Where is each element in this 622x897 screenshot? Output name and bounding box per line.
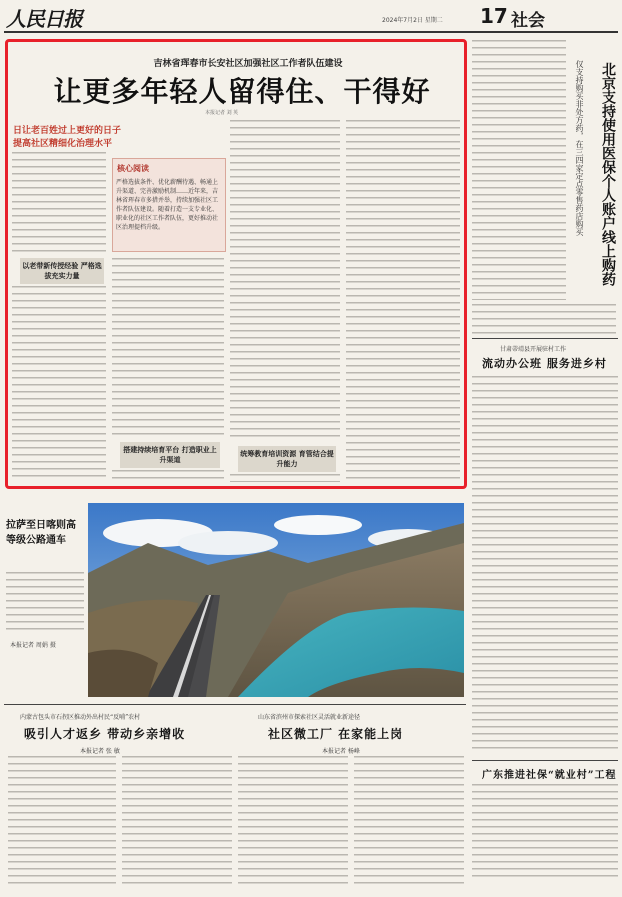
bottom-right-title: 社区微工厂 在家能上岗: [268, 727, 404, 741]
bottom-left-byline: 本报记者 张 敏: [80, 748, 120, 755]
right-text-column-1b: [472, 304, 616, 334]
core-reading-text: 严格选拔条件、优化薪酬待遇、畅通上升渠道、完善激励机制……近年来，吉林省珲春市多措并举，持续加强社区工作者队伍建设。随着打造一支专业化、职业化的社区工作者队伍，更好推动社区治理提档升级。: [116, 179, 219, 231]
lead-section-head-2: 搭建持续培育平台 打造职业上升渠道: [120, 442, 220, 468]
bottom-left-title: 吸引人才返乡 带动乡亲增收: [24, 727, 186, 741]
masthead-rule: [4, 31, 618, 33]
right-text-column-1: [472, 40, 566, 300]
photo-caption-title: 拉萨至日喀则高等级公路通车: [6, 520, 76, 546]
right-story-subtitle: 仅支持购买非处方药，在三四家定点零售药店购买: [575, 60, 584, 236]
newspaper-logo: 人民日报: [6, 7, 82, 31]
page-number: 17: [480, 4, 508, 28]
section-name: 社会: [511, 11, 545, 31]
lead-byline: 本报记者 刘 英: [205, 110, 239, 116]
photo-credit: 本报记者 周娟 摄: [10, 642, 56, 649]
lead-title: 让更多年轻人留得住、干得好: [53, 75, 431, 108]
bottom-left-text-1: [8, 756, 116, 886]
bottom-right-text-1: [238, 756, 348, 886]
right-story2-title: 流动办公班 服务进乡村: [482, 357, 607, 370]
bottom-right-text-2: [354, 756, 464, 886]
right-text-column-3: [472, 784, 618, 880]
bottom-left-kicker: 内蒙古包头市石拐区推动外出村民“反哺”农村: [20, 714, 141, 721]
right-divider-1: [472, 338, 618, 339]
lead-subtitle-1: 日让老百姓过上更好的日子: [13, 126, 122, 136]
right-story-title: 北京支持使用医保个人账户线上购药: [600, 62, 616, 286]
right-story3-title: 广东推进社保“就业村”工程: [482, 770, 617, 781]
right-story2-kicker: 甘肃蒂靖县开展驻村工作: [500, 346, 567, 353]
highway-landscape-image: [88, 503, 464, 697]
right-divider-2: [472, 760, 618, 761]
lead-section-head-3: 统筹教育培训资源 育管结合提升能力: [238, 446, 336, 472]
highlight-frame: [5, 39, 467, 489]
masthead: [0, 0, 622, 34]
bottom-right-byline: 本报记者 杨峰: [322, 748, 360, 755]
right-text-column-2: [472, 376, 618, 754]
lead-kicker: 吉林省珲春市长安社区加强社区工作者队伍建设: [153, 59, 343, 69]
highway-photo: [88, 503, 464, 697]
dateline: 2024年7月2日 星期二: [382, 17, 443, 24]
bottom-right-kicker: 山东省滨州市探索社区灵活就业新途径: [258, 714, 361, 721]
bottom-divider: [4, 704, 466, 705]
lead-section-head-1: 以老带新传授经验 严格选拔充实力量: [20, 258, 104, 284]
bottom-left-text-2: [122, 756, 232, 886]
lead-subtitle-2: 提高社区精细化治理水平: [13, 139, 113, 149]
photo-caption-text: [6, 572, 84, 634]
core-reading-title: 核心阅读: [117, 163, 149, 173]
